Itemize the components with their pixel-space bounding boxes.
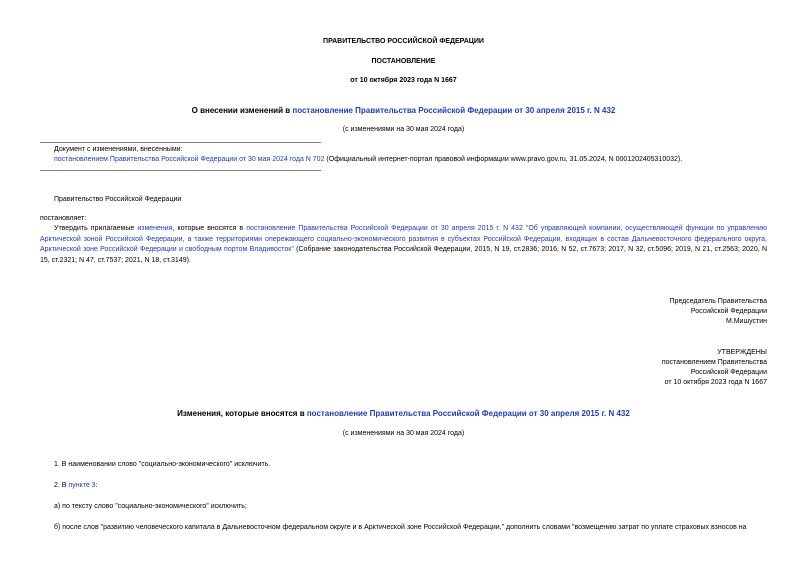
document-type: ПОСТАНОВЛЕНИЕ xyxy=(371,58,436,65)
p1-text-c: (Собрание законодательства Российской Федерации, 2015, N 19, ст.2836; 2016, N 52, ст.7673; 2017, N 32, ст.5096; 2019, N 21, ст.2563; 2020, N 15, ст.2321; N 47, ст.7537; 2021, N 18, ст.3149). xyxy=(40,246,768,264)
government-name: ПРАВИТЕЛЬСТВО РОССИЙСКОЙ ФЕДЕРАЦИИ xyxy=(323,38,484,45)
issuer: Правительство Российской Федерации xyxy=(54,196,182,203)
item-b: б) после слов "развитию человеческого капитала в Дальневосточном федеральном округе и в Арктической зоне Российской Федерации," дополнить словами "возмещению затрат по уплате страховых взносов на xyxy=(54,524,747,531)
document-date-number: от 10 октября 2023 года N 1667 xyxy=(350,77,457,84)
signature-org: Российской Федерации xyxy=(690,308,767,315)
changes-box-bottom-rule xyxy=(40,170,321,171)
title-link[interactable]: постановление Правительства Российской Федерации от 30 апреля 2015 г. N 432 xyxy=(292,106,616,115)
resolves: постановляет: xyxy=(40,215,87,222)
changes-revision-note: (с изменениями на 30 мая 2024 года) xyxy=(342,430,465,437)
title-prefix: О внесении изменений в xyxy=(191,106,293,115)
document-title xyxy=(0,106,807,116)
p1-text-a: Утвердить прилагаемые xyxy=(54,225,138,232)
item-1: 1. В наименовании слово "социально-экономического" исключить. xyxy=(54,461,271,468)
signature-title: Председатель Правительства xyxy=(669,298,767,305)
p1-text-b: , которые вносятся в xyxy=(172,225,247,232)
changes-box-entry xyxy=(54,155,682,165)
signature-name: М.Мишустин xyxy=(725,318,767,325)
changes-title xyxy=(0,409,807,419)
item-2-link[interactable]: пункте 3 xyxy=(68,482,96,489)
approved-by: постановлением Правительства xyxy=(661,359,767,366)
changes-title-prefix: Изменения, которые вносятся в xyxy=(177,409,307,418)
changes-box-link[interactable]: постановлением Правительства Российской Федерации от 30 мая 2024 года N 702 xyxy=(54,156,325,163)
changes-box-top-rule xyxy=(40,142,321,143)
p1-link-changes[interactable]: изменения xyxy=(137,225,173,232)
changes-box-source: (Официальный интернет-портал правовой информации www.pravo.gov.ru, 31.05.2024, N 0001202405310032). xyxy=(324,156,683,163)
approved-date: от 10 октября 2023 года N 1667 xyxy=(664,379,767,386)
approved-label: УТВЕРЖДЕНЫ xyxy=(717,349,767,356)
p1-link-resolution[interactable]: постановление Правительства Российской Федерации от 30 апреля 2015 г. N 432 "Об управляющей компании, осуществляющей функции по управлению Арктической зоной Российской Федерации, а также территориями опережающего социально-экономического развития в субъектах Российской Федерации, входящих в состав Дальневосточного федерального округа, Арктической зоне Российской Федерации и свободным портом Владивосток" xyxy=(40,225,767,254)
title-revision-note: (с изменениями на 30 мая 2024 года) xyxy=(342,126,465,133)
item-2-text-b: : xyxy=(95,482,98,489)
item-2-text-a: 2. В xyxy=(54,482,69,489)
changes-title-link[interactable]: постановление Правительства Российской Федерации от 30 апреля 2015 г. N 432 xyxy=(306,409,630,418)
item-2 xyxy=(54,481,98,491)
changes-box-label: Документ с изменениями, внесенными: xyxy=(54,146,183,153)
item-a: а) по тексту слово "социально-экономического" исключить; xyxy=(54,503,247,510)
approved-org: Российской Федерации xyxy=(690,369,767,376)
resolution-paragraph xyxy=(40,224,767,266)
